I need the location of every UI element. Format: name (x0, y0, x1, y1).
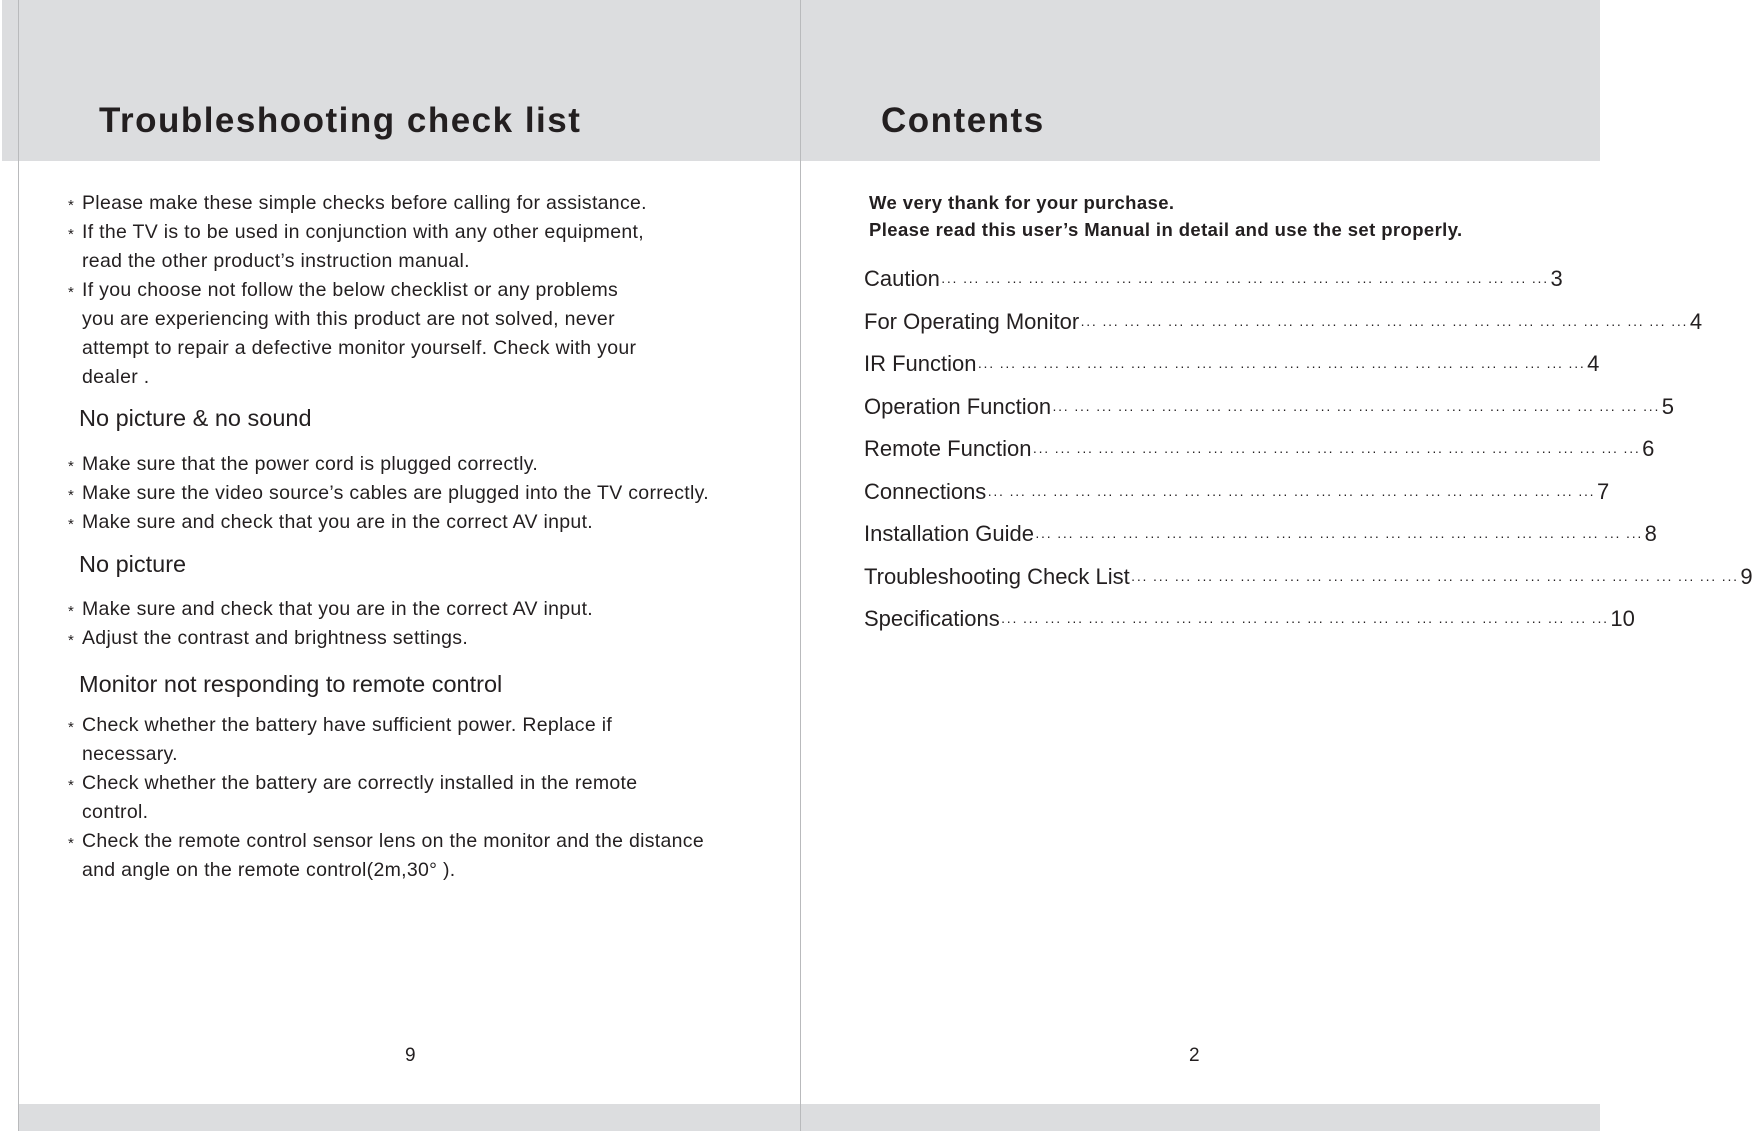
toc-page-number: 4 (1587, 351, 1600, 376)
page-title: Contents (881, 101, 1045, 140)
toc-label: Remote Function (864, 436, 1032, 461)
intro-line: We very thank for your purchase. (869, 192, 1175, 213)
toc-leader: ··· ··· ··· ··· ··· ··· ··· ··· ··· ··· ··· ··· ··· ··· ··· ··· ··· ··· ··· ··· ··· ··· ··· ··· ··· ··· ··· ··· (1130, 570, 1739, 587)
toc-entry-ir-function[interactable] (864, 351, 1600, 394)
toc-page-number: 9 (1740, 563, 1753, 589)
section-bullet-list (68, 595, 593, 653)
list-item: * If you choose not follow the below checklist or any problems you are experiencing with this product are not solved, never attempt to repair a defective monitor yourself. Check with your dealer . (68, 279, 637, 388)
toc-entry-connections[interactable] (864, 478, 1610, 522)
section-heading-remote-control: Monitor not responding to remote control (79, 671, 503, 697)
troubleshooting-page (18, 0, 800, 1131)
toc-label: Installation Guide (864, 521, 1034, 546)
bullet-star: * (68, 719, 75, 736)
section-heading-no-picture-no-sound: No picture & no sound (79, 405, 312, 431)
list-item: * Check whether the battery are correctly installed in the remote control. (68, 772, 638, 823)
list-item: * Make sure and check that you are in the correct AV input. (68, 508, 709, 537)
toc-leader: ··· ··· ··· ··· ··· ··· ··· ··· ··· ··· ··· ··· ··· ··· ··· ··· ··· ··· ··· ··· ··· ··· ··· ··· ··· ··· ··· ··· (977, 358, 1586, 374)
toc-page-number: 5 (1661, 393, 1674, 419)
toc-label: Specifications (864, 606, 1000, 631)
toc-label: IR Function (864, 351, 977, 376)
toc-label: Operation Function (864, 393, 1052, 419)
toc-leader: ··· ··· ··· ··· ··· ··· ··· ··· ··· ··· ··· ··· ··· ··· ··· ··· ··· ··· ··· ··· ··· ··· ··· ··· ··· ··· ··· ··· (987, 485, 1595, 502)
list-item: * Check the remote control sensor lens on the monitor and the distance and angle on the remote control(2m,30° ). (68, 830, 704, 881)
list-item: * Make sure that the power cord is plugged correctly. (68, 450, 709, 479)
section-bullet-list (68, 711, 704, 885)
page-title: Troubleshooting check list (99, 101, 582, 140)
toc-page-number: 4 (1689, 308, 1703, 334)
toc-label: For Operating Monitor (864, 308, 1080, 334)
toc-leader: ··· ··· ··· ··· ··· ··· ··· ··· ··· ··· ··· ··· ··· ··· ··· ··· ··· ··· ··· ··· ··· ··· ··· ··· ··· ··· ··· ··· (1000, 613, 1609, 629)
bullet-star: * (68, 197, 75, 214)
bullet-star: * (68, 226, 75, 243)
bullet-star: * (68, 284, 75, 301)
toc-leader: ··· ··· ··· ··· ··· ··· ··· ··· ··· ··· ··· ··· ··· ··· ··· ··· ··· ··· ··· ··· ··· ··· ··· ··· ··· ··· ··· ··· (940, 273, 1549, 289)
toc-page-number: 3 (1550, 266, 1563, 291)
bullet-star: * (68, 487, 75, 504)
toc-entry-installation-guide[interactable] (864, 521, 1657, 564)
toc-entry-troubleshooting[interactable] (864, 563, 1753, 607)
list-item: * Make sure the video source’s cables are plugged into the TV correctly. (68, 479, 709, 508)
list-item: * Please make these simple checks before calling for assistance. (68, 189, 647, 218)
toc-leader: ··· ··· ··· ··· ··· ··· ··· ··· ··· ··· ··· ··· ··· ··· ··· ··· ··· ··· ··· ··· ··· ··· ··· ··· ··· ··· ··· ··· (1080, 315, 1688, 332)
bullet-star: * (68, 516, 75, 533)
toc-entry-remote-function[interactable] (864, 436, 1655, 479)
toc-page-number: 8 (1644, 521, 1657, 546)
list-item: * Adjust the contrast and brightness settings. (68, 624, 593, 653)
toc-entry-operation-function[interactable] (864, 393, 1674, 437)
page-number: 2 (1189, 1045, 1200, 1066)
toc-entry-specifications[interactable] (864, 606, 1635, 649)
toc-page-number: 7 (1596, 478, 1610, 504)
toc-label: Troubleshooting Check List (864, 563, 1130, 589)
bullet-star: * (68, 835, 75, 852)
list-item: * If the TV is to be used in conjunction with any other equipment, read the other product’s instruction manual. (68, 221, 644, 272)
section-heading-no-picture: No picture (79, 551, 187, 577)
toc-leader: ··· ··· ··· ··· ··· ··· ··· ··· ··· ··· ··· ··· ··· ··· ··· ··· ··· ··· ··· ··· ··· ··· ··· ··· ··· ··· ··· ··· (1052, 400, 1660, 417)
intro-bullet-list (68, 189, 647, 392)
bullet-star: * (68, 603, 75, 620)
toc-leader: ··· ··· ··· ··· ··· ··· ··· ··· ··· ··· ··· ··· ··· ··· ··· ··· ··· ··· ··· ··· ··· ··· ··· ··· ··· ··· ··· ··· (1035, 528, 1643, 544)
intro-text (869, 189, 1463, 243)
toc-page-number: 10 (1610, 606, 1635, 631)
toc-label: Connections (864, 478, 987, 504)
intro-line: Please read this user’s Manual in detail and use the set properly. (869, 219, 1463, 240)
toc-entry-operating-monitor[interactable] (864, 308, 1703, 352)
list-item: * Make sure and check that you are in the correct AV input. (68, 595, 593, 624)
section-bullet-list (68, 450, 709, 537)
table-of-contents (864, 266, 1753, 649)
page-number: 9 (405, 1045, 416, 1066)
toc-label: Caution (864, 266, 940, 291)
list-item: * Check whether the battery have sufficient power. Replace if necessary. (68, 714, 613, 765)
contents-page (800, 0, 1753, 1131)
toc-leader: ··· ··· ··· ··· ··· ··· ··· ··· ··· ··· ··· ··· ··· ··· ··· ··· ··· ··· ··· ··· ··· ··· ··· ··· ··· ··· ··· ··· (1032, 443, 1641, 459)
toc-page-number: 6 (1642, 436, 1655, 461)
toc-entry-caution[interactable] (864, 266, 1563, 309)
bullet-star: * (68, 632, 75, 649)
bullet-star: * (68, 777, 75, 794)
bullet-star: * (68, 458, 75, 475)
